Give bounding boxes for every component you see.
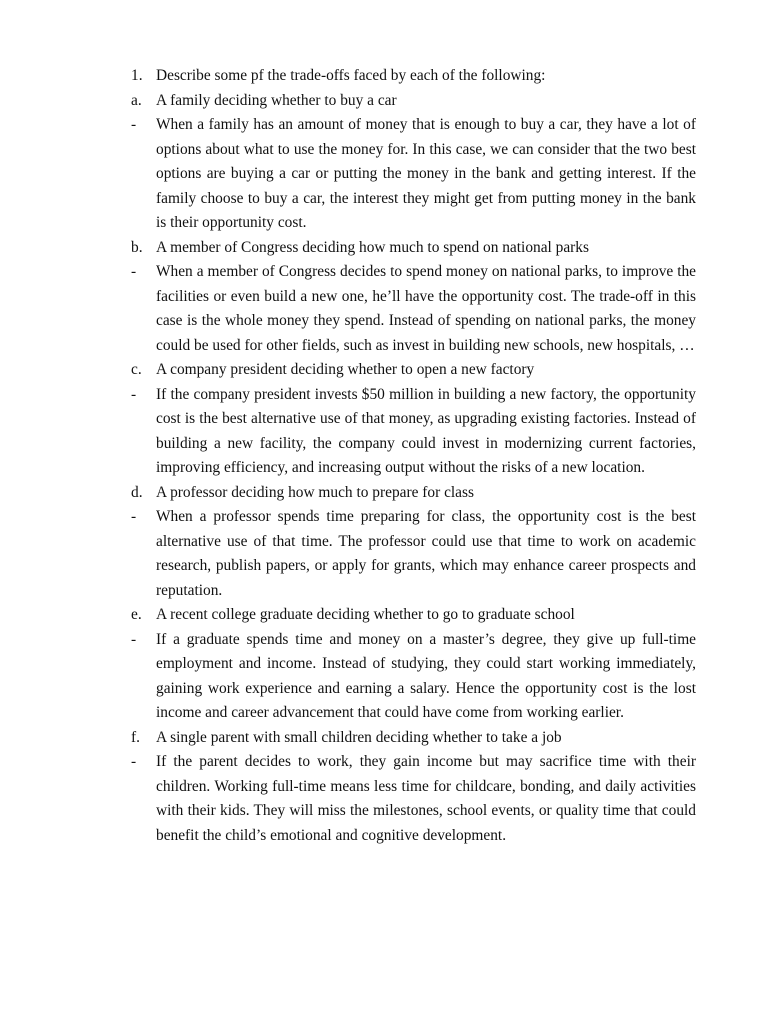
bullet-dash: -	[131, 116, 137, 133]
bullet-dash: -	[131, 508, 137, 525]
answer-text: If a graduate spends time and money on a master’s degree, they give up full-time employment and income. Instead of studying, they could start working immediately, gaining work experience and earning a salary. Hence the opportunity cost is the lost income and career advancement that could have come from working earlier.	[156, 630, 696, 721]
section-letter: f.	[131, 728, 140, 746]
question-item	[131, 64, 696, 89]
section-answer	[131, 260, 696, 358]
section-letter: c.	[131, 361, 142, 378]
section-heading-text: A family deciding whether to buy a car	[156, 91, 397, 109]
bullet-dash: -	[131, 630, 137, 648]
section-answer	[131, 505, 696, 603]
section-answer	[131, 383, 696, 481]
section-heading-text: A company president deciding whether to open a new factory	[156, 361, 535, 378]
answer-text: When a family has an amount of money that is enough to buy a car, they have a lot of options about what to use the money for. In this case, we can consider that the two best options are buying a car or putting the money in the bank and getting interest. If the family choose to buy a car, the interest they might get from putting money in the bank is their opportunity cost.	[156, 116, 696, 231]
section-heading	[131, 89, 696, 114]
section-answer	[131, 113, 696, 236]
section-letter: a.	[131, 91, 142, 109]
section-heading	[131, 236, 696, 261]
bullet-dash: -	[131, 385, 137, 403]
section-heading-text: A recent college graduate deciding whether to go to graduate school	[156, 606, 575, 623]
section-letter: e.	[131, 606, 142, 623]
answer-text: If the parent decides to work, they gain income but may sacrifice time with their children. Working full-time means less time for childcare, bonding, and daily activities with their kids. They will miss the milestones, school events, or quality time that could benefit the child’s emotional and cognitive development.	[156, 753, 696, 844]
section-letter: d.	[131, 483, 143, 501]
section-letter: b.	[131, 238, 143, 256]
answer-text: When a member of Congress decides to spend money on national parks, to improve the facilities or even build a new one, he’ll have the opportunity cost. The trade-off in this case is the whole money they spend. Instead of spending on national parks, the money could be used for other fields, such as invest in building new schools, new hospitals, …	[156, 263, 696, 354]
section-answer	[131, 750, 696, 848]
bullet-dash: -	[131, 263, 137, 280]
answer-text: If the company president invests $50 million in building a new factory, the opportunity cost is the best alternative use of that money, as upgrading existing factories. Instead of building a new facility, the company could invest in modernizing current factories, improving efficiency, and increasing output without the risks of a new location.	[156, 385, 696, 476]
section-heading	[131, 481, 696, 506]
section-heading	[131, 603, 696, 628]
document-page	[0, 64, 768, 848]
question-text: Describe some pf the trade-offs faced by each of the following:	[156, 67, 546, 84]
section-answer	[131, 628, 696, 726]
section-heading-text: A member of Congress deciding how much to spend on national parks	[156, 238, 589, 256]
answer-text: When a professor spends time preparing for class, the opportunity cost is the best alternative use of that time. The professor could use that time to work on academic research, publish papers, or apply for grants, which may enhance career prospects and reputation.	[156, 508, 696, 599]
section-heading	[131, 726, 696, 751]
section-heading	[131, 358, 696, 383]
question-number: 1.	[131, 67, 143, 84]
section-heading-text: A single parent with small children deciding whether to take a job	[156, 728, 562, 746]
bullet-dash: -	[131, 753, 137, 770]
section-heading-text: A professor deciding how much to prepare for class	[156, 483, 474, 501]
